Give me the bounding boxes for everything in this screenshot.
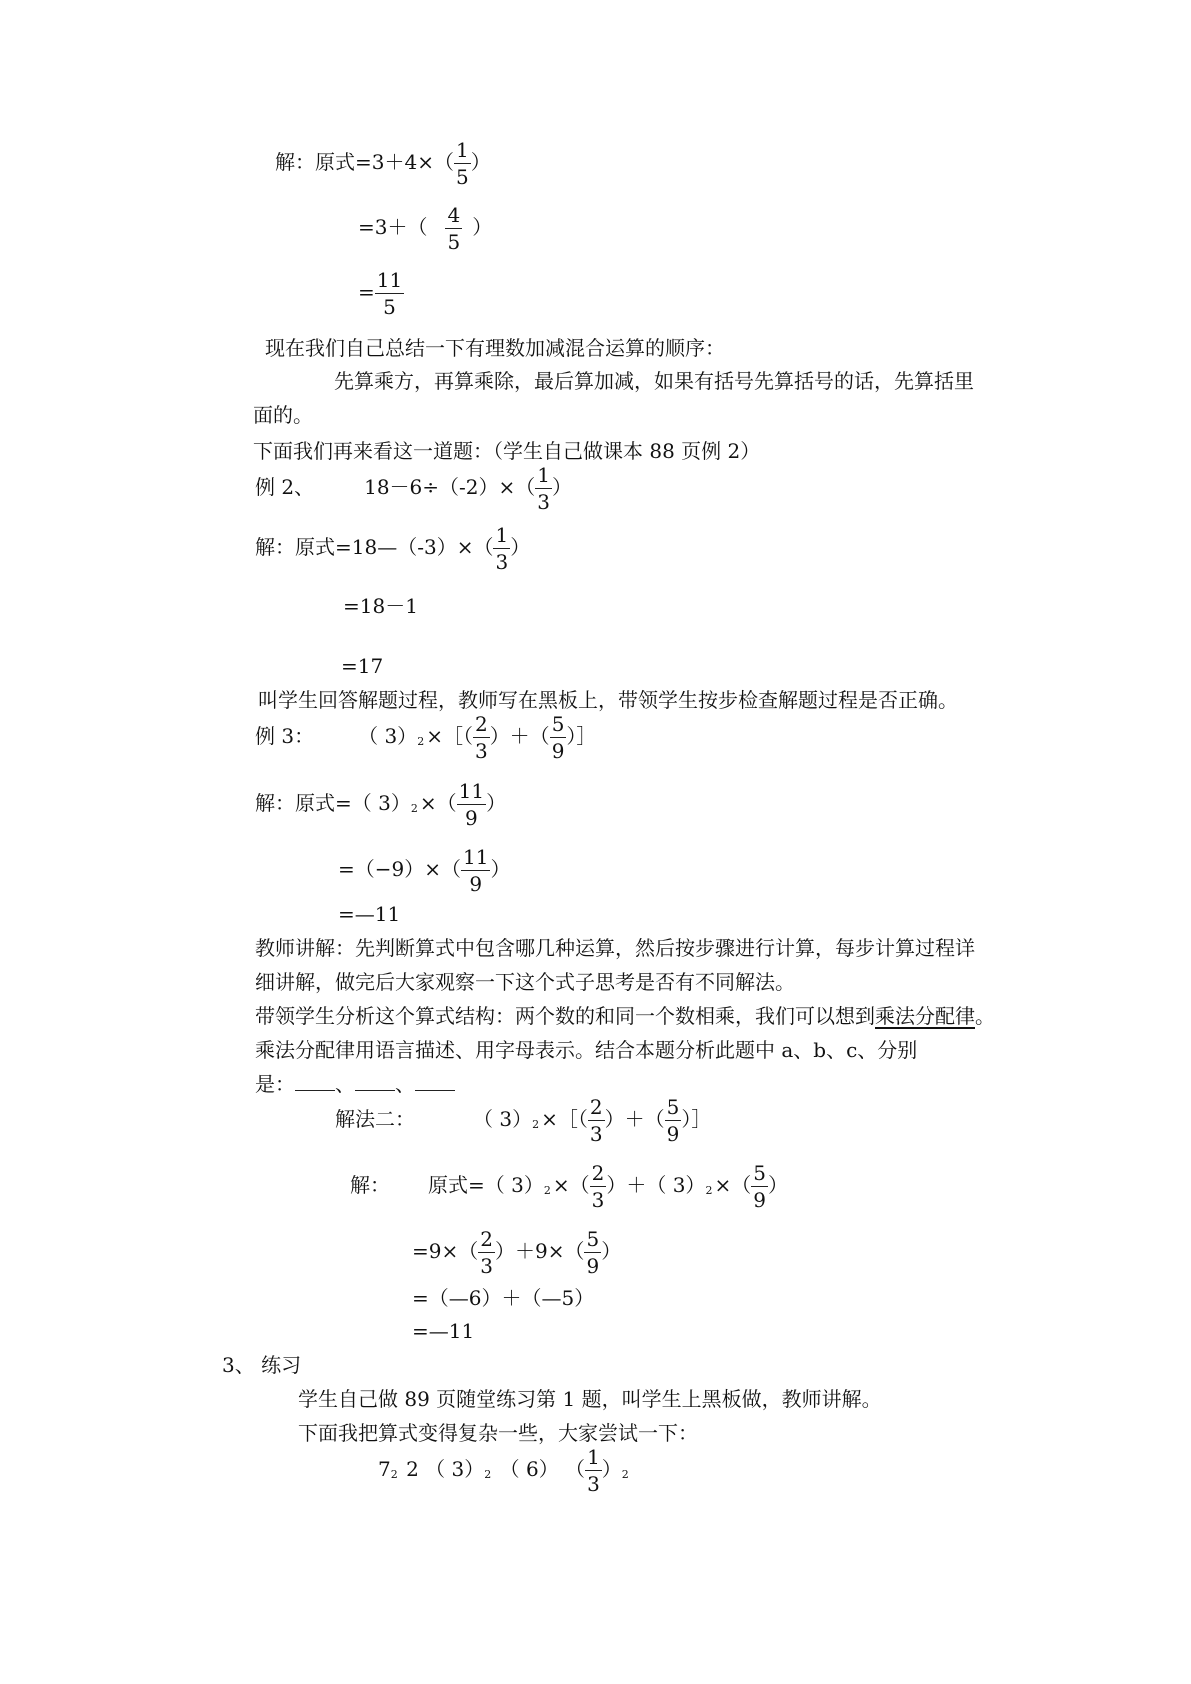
exponent: 2 — [543, 1184, 551, 1197]
example-label: 例 3： — [255, 724, 315, 748]
fraction: $\frac{11}{9}$ — [458, 779, 485, 830]
example-3 — [255, 714, 596, 761]
fraction: $\frac{1}{3}$ — [537, 463, 550, 514]
method-label: 解法二： — [335, 1107, 415, 1131]
step-text: ）＋（ — [489, 724, 550, 748]
step-text: ）＋（ 3） — [606, 1173, 706, 1197]
ex1-solution-step2 — [358, 205, 492, 252]
exponent: 2 — [410, 802, 418, 815]
fraction: $\frac{2}{3}$ — [589, 1095, 603, 1146]
paragraph-distributive: 乘法分配律用语言描述、用字母表示。结合本题分析此题中 a、b、c、分别 — [255, 1038, 918, 1062]
underlined-term: 乘法分配律 — [875, 1004, 975, 1028]
example-expr: 18－6÷（-2）×（ — [364, 475, 536, 499]
paragraph-harder: 下面我把算式变得复杂一些，大家尝试一下： — [298, 1421, 698, 1445]
method-two-step4: =—11 — [412, 1319, 475, 1343]
fraction: $\frac{5}{9}$ — [586, 1227, 600, 1278]
step-text: 解：原式=3＋4×（ — [275, 150, 454, 174]
fraction: $\frac{11}{9}$ — [463, 845, 489, 896]
fraction: $\frac{5}{9}$ — [753, 1161, 766, 1212]
step-text: ×［（ — [541, 1107, 588, 1131]
paragraph-structure — [255, 1006, 995, 1026]
method-two-step1 — [350, 1163, 788, 1210]
step-text: =3＋（ — [358, 215, 428, 239]
step-text: ） — [767, 1173, 788, 1197]
step-text: 原式=（ 3） — [428, 1173, 544, 1197]
step-text: ） — [472, 215, 493, 239]
step-text: ） — [552, 475, 572, 499]
separator: 、 — [395, 1072, 415, 1096]
method-two-step2 — [412, 1229, 621, 1276]
paragraph-order-rule-cont: 面的。 — [253, 403, 313, 427]
section-3-heading: 3、 练习 — [222, 1353, 302, 1377]
step-text: 带领学生分析这个算式结构：两个数的和同一个数相乘，我们可以想到 — [255, 1004, 875, 1028]
ex3-solution-step1 — [255, 781, 506, 828]
fraction: $\frac{4}{5}$ — [447, 203, 461, 254]
solution-label: 解： — [350, 1173, 390, 1197]
step-text: ×（ — [552, 1173, 590, 1197]
step-text: ） — [470, 150, 491, 174]
fraction: $\frac{5}{9}$ — [551, 712, 565, 763]
step-text: （ 3） — [483, 1107, 533, 1131]
step-text: ）＋9×（ — [494, 1239, 585, 1263]
final-expression — [378, 1447, 631, 1494]
fraction: $\frac{2}{3}$ — [591, 1161, 605, 1212]
exponent: 2 — [390, 1468, 398, 1481]
fraction: $\frac{5}{9}$ — [666, 1095, 680, 1146]
exponent: 2 — [532, 1118, 540, 1131]
step-text: ）＋（ — [604, 1107, 665, 1131]
fill-blank — [295, 1090, 335, 1091]
paragraph-teacher-explain: 教师讲解：先判断算式中包含哪几种运算，然后按步骤进行计算，每步计算过程详 — [255, 936, 975, 960]
separator: 、 — [335, 1072, 355, 1096]
method-two — [335, 1097, 711, 1144]
paragraph-order-rule: 先算乘方，再算乘除，最后算加减，如果有括号先算括号的话，先算括里 — [334, 369, 974, 393]
fraction: $\frac{1}{5}$ — [455, 138, 469, 189]
exponent: 2 — [621, 1468, 629, 1481]
step-text: ） — [601, 1239, 622, 1263]
step-text: ） — [601, 1457, 622, 1481]
ex3-solution-step2 — [338, 847, 510, 894]
step-text: ） — [486, 791, 507, 815]
paragraph-order-summary: 现在我们自己总结一下有理数加减混合运算的顺序： — [265, 336, 725, 360]
step-text: ×（ — [714, 1173, 752, 1197]
step-text: = — [358, 280, 375, 304]
exponent: 2 — [484, 1468, 492, 1481]
example-2 — [255, 465, 572, 512]
step-text: ）］ — [681, 1107, 712, 1131]
method-two-step3: =（—6）＋（—5） — [412, 1286, 595, 1310]
step-text: ） — [510, 535, 531, 559]
ex2-solution-step2: =18－1 — [343, 594, 418, 618]
step-text: 7 — [378, 1457, 391, 1481]
step-text: 解：原式=18—（-3）×（ — [255, 535, 494, 559]
fraction: $\frac{1}{3}$ — [495, 523, 509, 574]
ex1-solution-step1 — [275, 140, 491, 187]
fraction: $\frac{2}{3}$ — [480, 1227, 493, 1278]
fraction: $\frac{11}{5}$ — [376, 268, 403, 319]
step-text: =9×（ — [412, 1239, 479, 1263]
step-text: ）］ — [566, 724, 597, 748]
step-text: =（−9）×（ — [338, 857, 461, 881]
exponent: 2 — [705, 1184, 713, 1197]
paragraph-teacher-explain-cont: 细讲解，做完后大家观察一下这个式子思考是否有不同解法。 — [255, 970, 795, 994]
example-label: 例 2、 — [255, 475, 315, 499]
step-text: 。 — [975, 1004, 995, 1028]
fill-blank — [415, 1090, 455, 1091]
step-text: 是： — [255, 1072, 295, 1096]
step-text: （ 3） — [368, 724, 418, 748]
ex3-solution-step3: =—11 — [338, 902, 401, 926]
step-text: ×（ — [419, 791, 457, 815]
paragraph-blanks — [255, 1074, 455, 1094]
step-text: ×［（ — [426, 724, 473, 748]
paragraph-student-answer: 叫学生回答解题过程，教师写在黑板上，带领学生按步检查解题过程是否正确。 — [258, 688, 958, 712]
step-text: （ 6） （ — [493, 1457, 586, 1481]
exponent: 2 — [417, 735, 425, 748]
ex2-solution-step3: =17 — [341, 654, 384, 678]
step-text: 解：原式=（ 3） — [255, 791, 411, 815]
fraction: $\frac{1}{3}$ — [587, 1445, 600, 1496]
fill-blank — [355, 1090, 395, 1091]
ex2-solution-step1 — [255, 525, 530, 572]
paragraph-practice: 学生自己做 89 页随堂练习第 1 题，叫学生上黑板做，教师讲解。 — [298, 1387, 882, 1411]
ex1-solution-step3 — [358, 270, 404, 317]
step-text: ） — [490, 857, 511, 881]
fraction: $\frac{2}{3}$ — [474, 712, 488, 763]
step-text: 2 （ 3） — [399, 1457, 485, 1481]
paragraph-next-problem: 下面我们再来看这一道题：（学生自己做课本 88 页例 2） — [253, 439, 761, 463]
